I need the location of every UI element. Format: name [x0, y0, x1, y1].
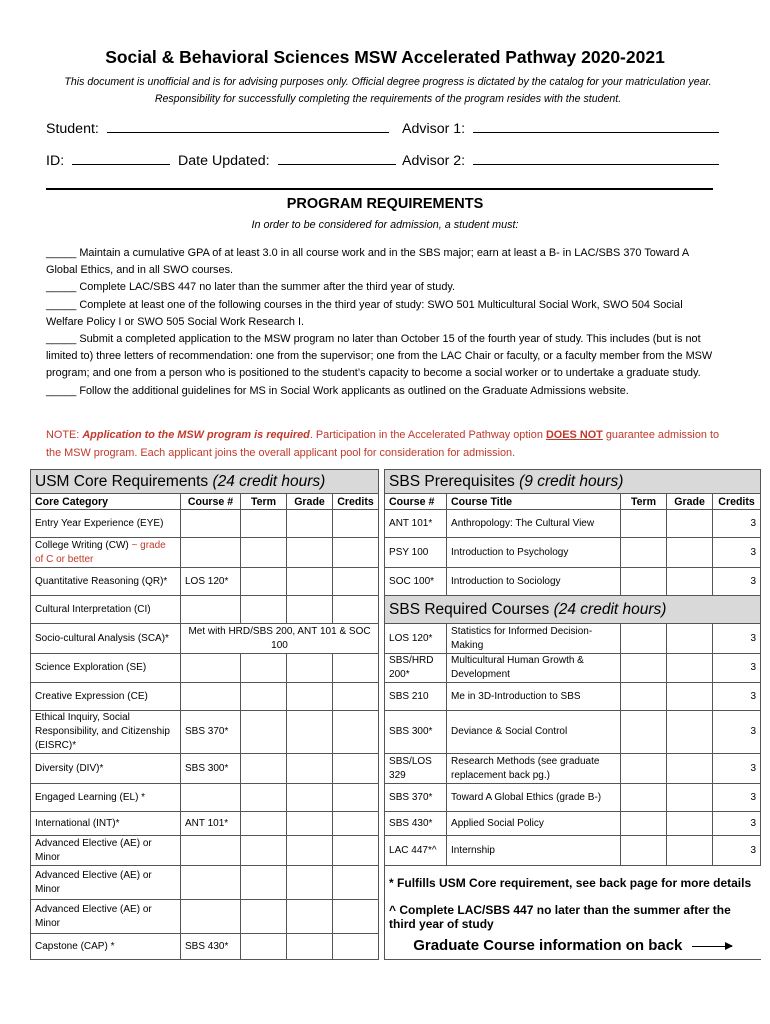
sbs-required-header: SBS Required Courses (24 credit hours) [385, 596, 761, 624]
disclaimer: This document is unofficial and is for advising purposes only. Official degree progress is dictated by the catalog for your matriculation year. Responsibility for successfully completing the requirements of the program resides with the student. [64, 76, 712, 105]
student-field[interactable] [46, 119, 389, 137]
student-label: Student: [46, 121, 99, 137]
arrow-right-icon [692, 946, 732, 947]
fulfills-note: * Fulfills USM Core requirement, see back page for more details [385, 866, 761, 900]
divider [46, 188, 713, 190]
col-term: Term [241, 494, 287, 510]
col-prereq-grade: Grade [667, 494, 713, 510]
requirement-item: _____ Complete at least one of the following courses in the third year of study: SWO 501 Multicultural Social Work, SWO 504 Social Welfare Policy I or SWO 505 Social Work Research I. [46, 298, 683, 328]
advisor2-field[interactable] [402, 151, 719, 169]
requirements-table [30, 469, 761, 960]
requirements-list [46, 245, 720, 400]
date-updated-line[interactable] [278, 151, 396, 165]
col-prereq-credits: Credits [713, 494, 761, 510]
grade-note: ~ grade of C or better [35, 539, 166, 565]
student-line[interactable] [107, 119, 389, 133]
requirement-item: _____ Follow the additional guidelines for MS in Social Work applicants as outlined on the Graduate Admissions website. [46, 384, 629, 397]
table-row: Ethical Inquiry, Social Responsibility, and Citizenship (EISRC)* SBS 370* SBS 300* Deviance & Social Control 3 [31, 711, 761, 754]
table-row: Entry Year Experience (EYE) ANT 101* Anthropology: The Cultural View 3 [31, 510, 761, 538]
advisor1-label: Advisor 1: [402, 121, 466, 137]
table-row: Socio-cultural Analysis (SCA)* Met with HRD/SBS 200, ANT 101 & SOC 100 LOS 120* Statistics for Informed Decision-Making 3 [31, 624, 761, 654]
graduate-info-note: Graduate Course information on back [385, 934, 761, 960]
table-row: Creative Expression (CE) SBS 210 Me in 3D-Introduction to SBS 3 [31, 683, 761, 711]
table-row: Diversity (DIV)* SBS 300* SBS/LOS 329 Research Methods (see graduate replacement back pg.) 3 [31, 754, 761, 784]
requirement-item: _____ Complete LAC/SBS 447 no later than the summer after the third year of study. [46, 281, 456, 294]
table-row: Cultural Interpretation (CI) SBS Required Courses (24 credit hours) [31, 596, 761, 624]
table-row: Quantitative Reasoning (QR)* LOS 120* SOC 100* Introduction to Sociology 3 [31, 568, 761, 596]
table-row: Engaged Learning (EL) * SBS 370* Toward A Global Ethics (grade B-) 3 [31, 784, 761, 812]
usm-core-header: USM Core Requirements (24 credit hours) [31, 470, 379, 494]
table-row: Advanced Elective (AE) or Minor ^ Complete LAC/SBS 447 no later than the summer after the third year of study [31, 900, 761, 934]
col-credits: Credits [333, 494, 379, 510]
date-updated-label: Date Updated: [178, 153, 270, 169]
requirement-item: _____ Submit a completed application to the MSW program no later than October 15 of the fourth year of study. This includes (but is not limited to) three letters of recommendation: one from the supervisor; one from the LAC Chair or faculty, or a faculty member from the MSW program; and one from a person who is positioned to the student’s capacity to become a social worker or to undertake a graduate study. [46, 333, 713, 380]
col-prereq-term: Term [621, 494, 667, 510]
program-intro: In order to be considered for admission, a student must: [251, 219, 519, 231]
col-course-num: Course # [181, 494, 241, 510]
table-row: Advanced Elective (AE) or Minor LAC 447*^ Internship 3 [31, 836, 761, 866]
id-field[interactable] [46, 151, 396, 169]
advisor2-line[interactable] [473, 151, 719, 165]
advisor2-label: Advisor 2: [402, 153, 466, 169]
program-heading: PROGRAM REQUIREMENTS [286, 196, 484, 212]
table-row: International (INT)* ANT 101* SBS 430* Applied Social Policy 3 [31, 812, 761, 836]
col-core-category: Core Category [31, 494, 181, 510]
col-prereq-title: Course Title [447, 494, 621, 510]
lac-note: ^ Complete LAC/SBS 447 no later than the summer after the third year of study [385, 900, 761, 934]
advisor1-line[interactable] [473, 119, 719, 133]
table-row: Capstone (CAP) * SBS 430* Graduate Course information on back [31, 934, 761, 960]
table-row: College Writing (CW) ~ grade of C or better PSY 100 Introduction to Psychology 3 [31, 538, 761, 568]
met-with-note: Met with HRD/SBS 200, ANT 101 & SOC 100 [181, 624, 379, 654]
page-title: Social & Behavioral Sciences MSW Accelerated Pathway 2020-2021 [105, 47, 665, 67]
advisor1-field[interactable] [402, 119, 719, 137]
col-grade: Grade [287, 494, 333, 510]
application-note: NOTE: Application to the MSW program is required. Participation in the Accelerated Pathway option DOES NOT guarantee admission to the MSW program. Each applicant joins the overall applicant pool for consideration for admission. [46, 429, 720, 459]
col-prereq-course-num: Course # [385, 494, 447, 510]
table-row: Advanced Elective (AE) or Minor * Fulfills USM Core requirement, see back page for more details [31, 866, 761, 900]
table-row: Science Exploration (SE) SBS/HRD 200* Multicultural Human Growth & Development 3 [31, 654, 761, 683]
requirement-item: _____ Maintain a cumulative GPA of at least 3.0 in all course work and in the SBS major; earn at least a B- in LAC/SBS 370 Toward A Global Ethics, and in all SWO courses. [46, 247, 689, 277]
id-label: ID: [46, 153, 65, 169]
sbs-prereq-header: SBS Prerequisites (9 credit hours) [385, 470, 761, 494]
id-line[interactable] [72, 151, 170, 165]
